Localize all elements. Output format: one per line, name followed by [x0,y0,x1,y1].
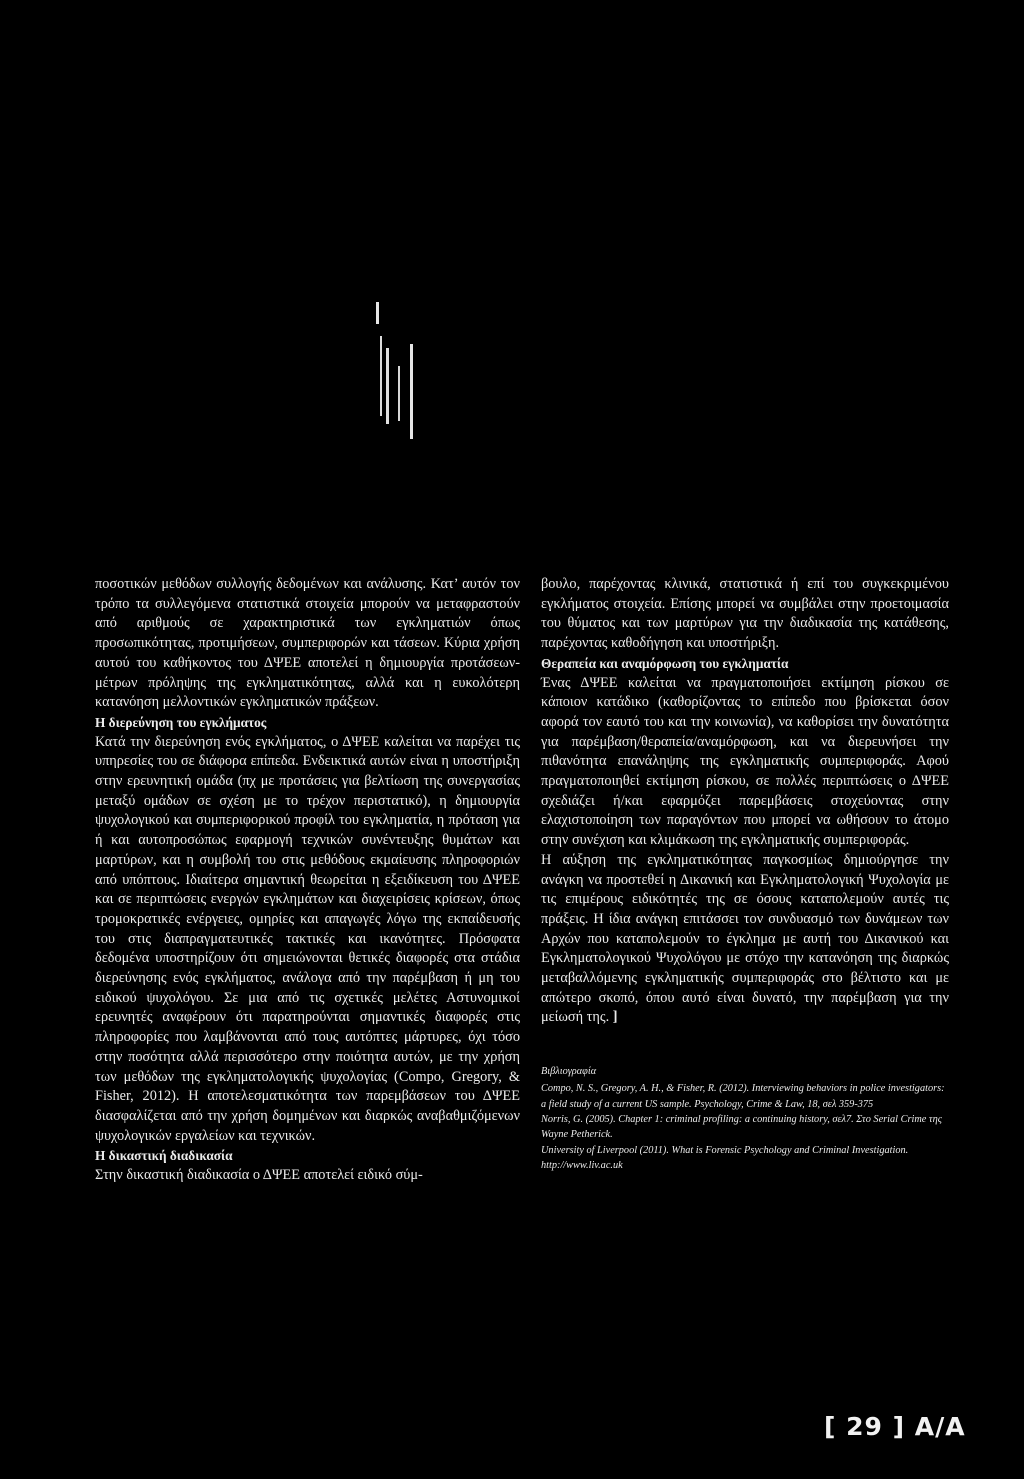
reference-item: Compo, N. S., Gregory, A. H., & Fisher, R. (2012). Interviewing behaviors in police investigators: a field study of a current US sample. Psychology, Crime & Law, 18, σελ 359-375 [541,1083,945,1110]
references [541,1064,949,1173]
section-heading: Η διερεύνηση του εγκλήματος [95,714,267,730]
page-number: [ 29 ] Α/Α [824,1412,966,1441]
body-paragraph: Στην δικαστική διαδικασία ο ΔΨΕΕ αποτελεί ειδικό σύμ- [95,1167,423,1184]
references-title: Βιβλιογραφία [541,1066,597,1078]
vertical-lines-graphic [368,296,428,446]
paragraph-text: Η αύξηση της εγκληματικότητας παγκοσμίως δημιούργησε την ανάγκη να προστεθεί η Δικανική και Εγκληματολογική Ψυχολογία με τις επιμέρους ειδικότητές της σε όσους καταπολεμούν αυτές τις πράξεις. Η ίδια ανάγκη επιτάσσει τον συνδυασμό των δυνάμεων των Αρχών που καταπολεμούν το έγκλημα με αυτή του Δικανικού και Εγκληματολογικού Ψυχολόγου με στόχο την κατανόηση της διαρκώς μεταβαλλόμενης εγκληματικής συμπεριφοράς στο βέλτιστο και με απώτερο σκοπό, όπου αυτό είναι δυνατό, την παρέμβαση για την μείωσή της. [541,851,949,1026]
reference-item: University of Liverpool (2011). What is Forensic Psychology and Criminal Investigation. http://www.liv.ac.uk [541,1144,909,1171]
body-paragraph: ποσοτικών μεθόδων συλλογής δεδομένων και ανάλυσης. Κατ’ αυτόν τον τρόπο τα συλλεγόμενα στατιστικά στοιχεία μπορούν να μεταφραστούν από αριθμούς σε χαρακτηριστικά των εγκληματιών όπως προσωπικότητας, προτιμήσεων, συμπεριφορών και τάσεων. Κύρια χρήση αυτού του καθήκοντος του ΔΨΕΕ αποτελεί η δημιουργία προτάσεων-μέτρων πρόληψης της εγκληματικότητας, αλλά και η ευκολότερη κατανόηση μελλοντικών εγκληματικών πράξεων. [95,576,520,711]
reference-item: Norris, G. (2005). Chapter 1: criminal profiling: a continuing history, σελ7. Στο Serial Crime της Wayne Petherick. [541,1114,942,1141]
body-paragraph: Ένας ΔΨΕΕ καλείται να πραγματοποιήσει εκτίμηση ρίσκου σε κάποιον κατάδικο (καθορίζοντας το επίπεδο που βρίσκεται όσον αφορά τον εαυτό του και την κοινωνία), να καθορίσει την δυνατότητα για παρέμβαση/θεραπεία/αναμόρφωση, και να διερευνήσει την πιθανότητα επανάληψης της εγκληματικής συμπεριφοράς. Αφού πραγματοποιηθεί εκτίμηση ρίσκου, σε πολλές περιπτώσεις ο ΔΨΕΕ σχεδιάζει ή/και εφαρμόζει παρεμβάσεις στοχεύοντας στην ελαχιστοποίηση των παραγόντων που μπορεί να ωθήσουν το άτομο στην συνέχιση και κλιμάκωση της εγκληματικής συμπεριφοράς. [541,674,949,849]
section-heading: Θεραπεία και αναμόρφωση του εγκληματία [541,655,789,671]
body-paragraph [541,851,949,1028]
body-paragraph: βουλο, παρέχοντας κλινικά, στατιστικά ή επί του συγκεκριμένου εγκλήματος στοιχεία. Επίσης μπορεί να συμβάλει στην προετοιμασία του θύματος και των μαρτύρων για την διαδικασία της κατάθεσης, παρέχοντας καθοδήγηση και υποστήριξη. [541,576,949,652]
left-column [95,575,520,1186]
section-heading: Η δικαστική διαδικασία [95,1148,233,1164]
right-column [541,575,949,1173]
end-mark: ] [612,1009,618,1026]
body-paragraph: Κατά την διερεύνηση ενός εγκλήματος, ο ΔΨΕΕ καλείται να παρέχει τις υπηρεσίες του σε διάφορα επίπεδα. Ενδεικτικά αυτών είναι η υποστήριξη στην ερευνητική ομάδα (πχ με προτάσεις για βελτίωση της συνεργασίας μεταξύ ομάδων σε σχέση με το τρέχον περιστατικό), η δημιουργία ψυχολογικού και συμπεριφορικού προφίλ του εγκληματία, η πρόταση για ή και αυτοπροσώπως εφαρμογή τεχνικών συνέντευξης θυμάτων και μαρτύρων, και η συμβολή του στις μεθόδους εκμαίευσης πληροφοριών από υπόπτους. Ιδιαίτερα σημαντική θεωρείται η εξειδίκευση του ΔΨΕΕ και σε περιπτώσεις ενεργών εγκλημάτων και διαχειρίσεις κρίσεων, όπως τρομοκρατικές ενέργειες, ομηρίες και απαγωγές λόγω της εκπαίδευσής του στις διαπραγματευτικές τακτικές και ικανότητες. Πρόσφατα δεδομένα υποστηρίζουν ότι σημειώνονται θετικές διαφορές στα στάδια διερεύνησης ενός εγκλήματος, ανάλογα από την παρέμβαση ή μη του ειδικού ψυχολόγου. Σε μια από τις σχετικές μελέτες Αστυνομικοί ερευνητές αναφέρουν ότι παρατηρούνται σημαντικές διαφορές στις πληροφορίες που λαμβάνονται από τους αυτόπτες μάρτυρες, όχι τόσο στην ποσότητα αλλά περισσότερο στην ποιότητα αυτών, με την χρήση των μεθόδων της εγκληματολογικής ψυχολογίας (Compo, Gregory, & Fisher, 2012). Η αποτελεσματικότητα των παρεμβάσεων του ΔΨΕΕ διασφαλίζεται από την χρήση δομημένων και διαρκώς αναβαθμιζόμενων ψυχολογικών εργαλείων και τεχνικών. [95,733,520,1144]
